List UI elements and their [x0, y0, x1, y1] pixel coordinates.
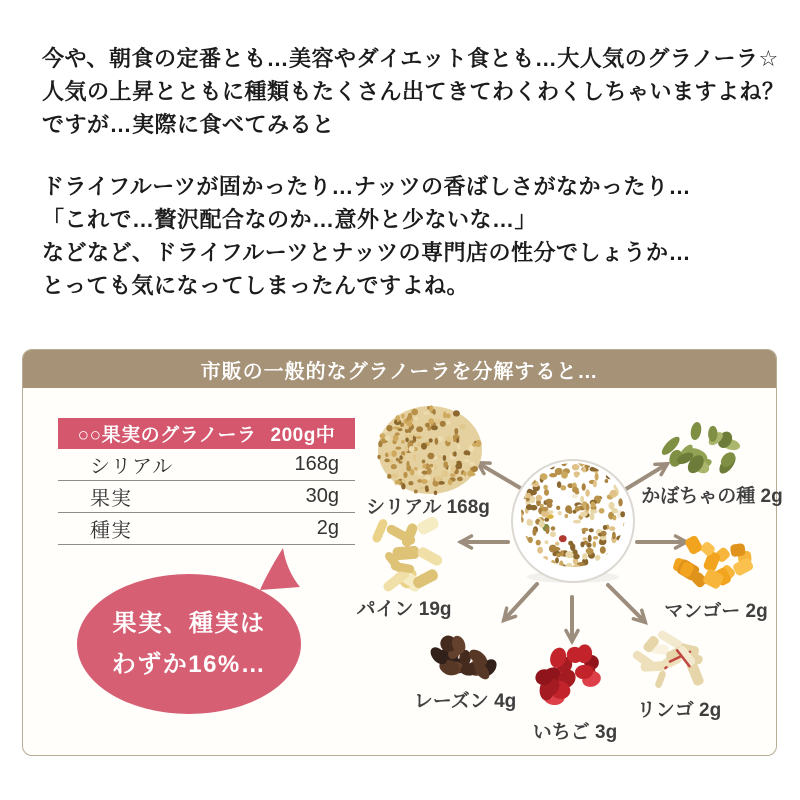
- intro-line: ドライフルーツが固かったり…ナッツの香ばしさがなかったり…: [42, 174, 691, 199]
- row-value: 2g: [316, 517, 339, 539]
- intro-line: とっても気になってしまったんですよね。: [42, 273, 470, 298]
- intro-line: ですが…実際に食べてみると: [42, 112, 335, 137]
- pumpkin-seeds-photo: [651, 420, 759, 485]
- table-row: [58, 481, 355, 513]
- intro-line: 今や、朝食の定番とも…美容やダイエット食とも…大人気のグラノーラ☆: [42, 46, 779, 71]
- raisin-label: レーズン 4g: [413, 691, 517, 712]
- table-header-title: ○○果実のグラノーラ: [77, 425, 257, 446]
- apple-photo: [621, 624, 719, 699]
- intro-line: 「これで…贅沢配合なのか…意外と少ないな…」: [42, 207, 538, 232]
- table-header-amount: 200g中: [270, 425, 336, 446]
- row-label: シリアル: [90, 456, 174, 478]
- intro-paragraph-2: [42, 170, 691, 302]
- intro-paragraph-1: [42, 42, 785, 141]
- intro-line: 人気の上昇とともに種類もたくさん出てきてわくわくしちゃいますよね？: [42, 79, 785, 104]
- row-label: 種実: [90, 520, 132, 542]
- table-header: [58, 418, 355, 449]
- pineapple-label: パイン 19g: [356, 599, 452, 620]
- bubble-line: 果実、種実は: [112, 610, 266, 637]
- pineapple-photo: [352, 507, 464, 604]
- row-label: 果実: [90, 488, 132, 510]
- row-value: 30g: [305, 485, 339, 507]
- pumpkin-seeds-label: かぼちゃの種 2g: [641, 486, 783, 507]
- strawberry-label: いちご 3g: [532, 722, 618, 743]
- granola-bowl-photo: [508, 456, 638, 591]
- table-row: [58, 513, 355, 545]
- mango-label: マンゴー 2g: [664, 601, 768, 622]
- row-value: 168g: [294, 453, 339, 475]
- apple-label: リンゴ 2g: [636, 700, 722, 721]
- cereal-photo: [375, 402, 485, 503]
- panel-title: 市販の一般的なグラノーラを分解すると…: [23, 350, 776, 388]
- composition-table: [58, 418, 355, 545]
- bubble-line: わずか16%…: [111, 651, 267, 678]
- mango-photo: [665, 520, 763, 605]
- table-row: [58, 449, 355, 481]
- speech-bubble: [77, 574, 301, 714]
- cereal-label: シリアル 168g: [366, 497, 490, 518]
- intro-line: などなど、ドライフルーツとナッツの専門店の性分でしょうか…: [42, 240, 691, 265]
